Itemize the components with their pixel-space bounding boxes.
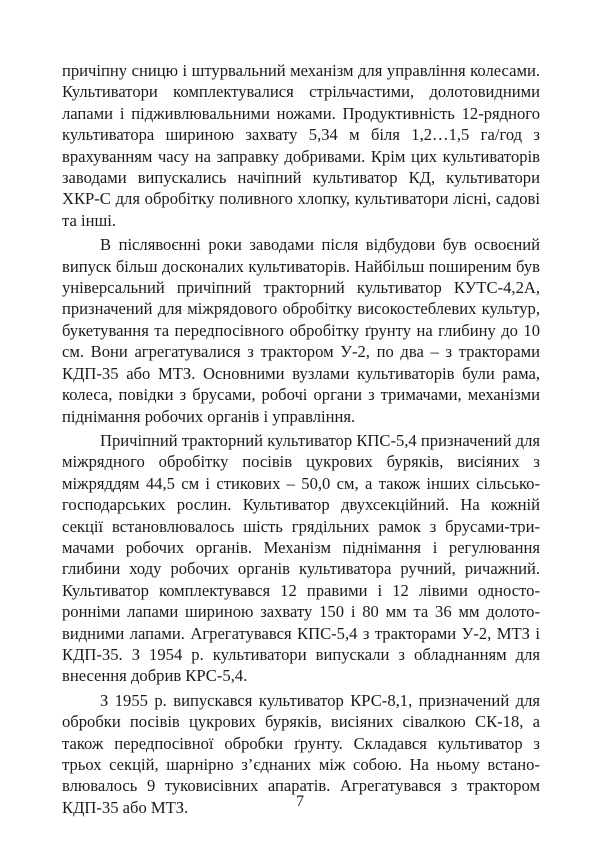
paragraph-4: З 1955 р. випускався культиватор КРС-8,1, призначений для обробки посівів цукрових буряків, висіяних сівалкою СК-18, а також передпосівної обробки ґрунту. Складався культиватор з трьох секцій, шарнірно з’єднаних між собою. На ньому встановлювалось 9 туковисівних апаратів. Агрегатувався з трактором КДП-35 або МТЗ. (62, 690, 540, 817)
paragraph-2: В післявоєнні роки заводами після відбудови був освоєний випуск більш досконалих культиваторів. Найбільш поширеним був універсальний причіпний тракторний культиватор КУТС-4,2А, призначений для міжрядового обробітку високостеблевих культур, букетування та передпосівного обробітку ґрунту на глибину до 10 см. Вони агрегатувалися з трактором У-2, по два – з тракторами КДП-35 або МТЗ. Основними вузлами культиваторів були рама, колеса, повідки з брусами, робочі органи з тримачами, механізми піднімання робочих органів і управління. (62, 235, 540, 426)
page-body (62, 60, 540, 821)
paragraph-3: Причіпний тракторний культиватор КПС-5,4 призначений для міжрядного обробітку посівів цукрових буряків, висіяних з міжряддям 44,5 см і стикових – 50,0 см, а також інших сільськогосподарських рослин. Культиватор двухсекційний. На кожній секції встановлювалось шість грядільних рамок з брусами-тримачами робочих органів. Механізм піднімання і регулювання глибини ходу робочих органів культиватора ручний, ричажний. Культиватор комплектувався 12 правими і 12 лівими односторонніми лапами шириною захвату 150 і 80 мм та 36 мм долотовидними лапами. Агрегатувався КПС-5,4 з тракторами У-2, МТЗ і КДП-35. З 1954 р. культиватори випускали з обладнанням для внесення добрив КРС-5,4. (62, 430, 540, 686)
page-number: 7 (296, 793, 304, 810)
paragraph-1: причіпну сницю і штурвальний механізм для управління колесами. Культиватори комплектувалися стрільчастими, долотовидними лапами і підживлювальними ножами. Продуктивність 12-рядного культиватора шириною захвату 5,34 м біля 1,2…1,5 га/год з врахуванням часу на заправку добривами. Крім цих культиваторів заводами випускались начіпний культиватор КД, культиватори ХКР-С для обробітку поливного хлопку, культиватори лісні, садові та інші. (62, 61, 540, 230)
